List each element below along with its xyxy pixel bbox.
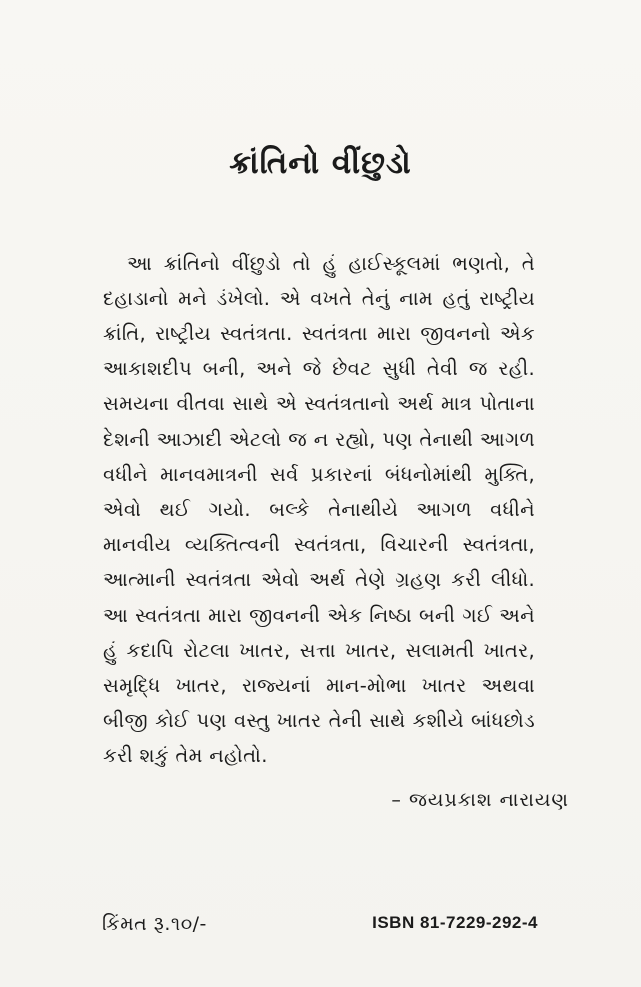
page-title: ક્રાંતિનો વીંછુડો (229, 145, 412, 181)
isbn-label: ISBN 81-7229-292-4 (372, 913, 538, 932)
quote-paragraph: આ ક્રાંતિનો વીંછુડો તો હું હાઈસ્કૂલમાં ભણતો, તે દહાડાનો મને ડંખેલો. એ વખતે તેનું નામ હતું રાષ્ટ્રીય ક્રાંતિ, રાષ્ટ્રીય સ્વતંત્રતા. સ્વતંત્રતા મારા જીવનનો એક આકાશદીપ બની, અને જે છેવટ સુધી તેવી જ રહી. સમયના વીતવા સાથે એ સ્વતંત્રતાનો અર્થ માત્ર પોતાના દેશની આઝાદી એટલો જ ન રહ્યો, પણ તેનાથી આગળ વધીને માનવમાત્રની સર્વ પ્રકારનાં બંધનોમાંથી મુક્તિ, એવો થઈ ગયો. બલ્કે તેનાથીયે આગળ વધીને માનવીય વ્યક્તિત્વની સ્વતંત્રતા, વિચારની સ્વતંત્રતા, આત્માની સ્વતંત્રતા એવો અર્થ તેણે ગ્રહણ કરી લીધો. આ સ્વતંત્રતા મારા જીવનની એક નિષ્ઠા બની ગઈ અને હું કદાપિ રોટલા ખાતર, સત્તા ખાતર, સલામતી ખાતર, સમૃદ્ધિ ખાતર, રાજ્યનાં માન-મોભા ખાતર અથવા બીજી કોઈ પણ વસ્તુ ખાતર તેની સાથે કશીયે બાંધછોડ કરી શકું તેમ નહોતો. (103, 251, 535, 768)
price-label: કિંમત રૂ.૧૦/- (102, 913, 207, 935)
author-attribution: – જયપ્રકાશ નારાયણ (391, 789, 569, 811)
